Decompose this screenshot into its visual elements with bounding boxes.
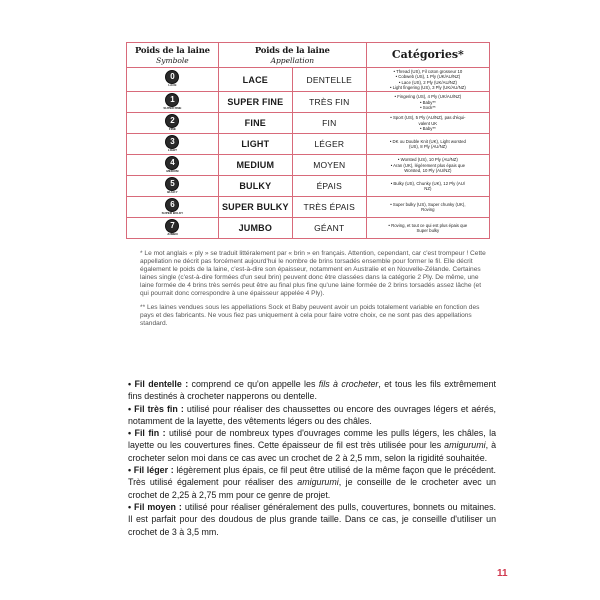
body-paragraph xyxy=(128,427,496,464)
yarn-weight-icon xyxy=(165,70,179,88)
yarn-weight-icon xyxy=(165,114,179,132)
symbol-cell xyxy=(127,176,219,197)
paragraph-emphasis: amigurumi xyxy=(444,440,486,451)
category-line: • Lace (US), 2 Ply (UK/AU/NZ) xyxy=(398,79,457,85)
weight-name-fr: ÉPAIS xyxy=(292,176,366,197)
paragraph-term: • Fil léger : xyxy=(128,465,174,476)
yarn-weight-number: 5 xyxy=(165,177,179,191)
category-line: • Roving, et tout ce qui est plus épais que xyxy=(388,222,468,228)
weight-name-fr: GÉANT xyxy=(292,218,366,239)
yarn-weight-number: 4 xyxy=(165,156,179,170)
table-header-row xyxy=(127,43,490,68)
yarn-weight-icon xyxy=(165,177,179,195)
category-line: • Baby** xyxy=(419,99,436,105)
weight-name-fr: TRÈS ÉPAIS xyxy=(292,197,366,218)
yarn-weight-number: 2 xyxy=(165,114,179,128)
paragraph-text: , et tous les fils extrêmement fins destinés à crocheter napperons ou dentelle. xyxy=(128,379,496,402)
weight-name-en: FINE xyxy=(218,113,292,134)
symbol-cell xyxy=(127,92,219,113)
header-name-sub: Appellation xyxy=(270,55,315,65)
weight-name-fr: TRÈS FIN xyxy=(292,92,366,113)
category-line: • Sock** xyxy=(420,104,436,110)
footnote-2: ** Les laines vendues sous les appellations Sock et Baby peuvent avoir un poids totalement variable en fonction des pays et des fabricants. Ne vous fiez pas uniquement à cela pour faire votre choix, ce ne sont pas des appellations standard. xyxy=(140,304,480,328)
header-name-title: Poids de la laine xyxy=(254,45,330,56)
paragraph-text: utilisé pour réaliser généralement des pulls, couvertures, bonnets ou mitaines. Il est parfait pour des doudous de plus grande taille. Dans ce cas, je conseille d'utiliser un crochet de 3 à 3,5 mm. xyxy=(128,501,497,537)
table-row xyxy=(127,134,490,155)
category-line: • Worsted (US), 10 Ply (AU/NZ) xyxy=(397,157,458,163)
header-symbol xyxy=(127,43,219,68)
table-row xyxy=(127,113,490,134)
yarn-weight-icon xyxy=(163,93,182,111)
categories-cell xyxy=(366,68,489,92)
categories-cell xyxy=(366,176,489,197)
body-paragraph xyxy=(128,464,496,501)
category-line: Roving xyxy=(421,207,435,213)
table-row xyxy=(127,218,490,239)
yarn-weight-icon-label: JUMBO xyxy=(167,232,178,237)
yarn-weight-number: 3 xyxy=(165,135,179,149)
paragraph-term: • Fil dentelle : xyxy=(128,379,189,389)
weight-name-en: LACE xyxy=(218,68,292,92)
paragraph-text: , je conseille de le crocheter avec un crochet de 2,25 à 2,75 mm pour ce genre de projet. xyxy=(128,477,496,500)
paragraph-term: • Fil moyen : xyxy=(128,501,182,512)
weight-name-fr: MOYEN xyxy=(292,155,366,176)
body-paragraph xyxy=(128,403,496,428)
symbol-cell xyxy=(127,134,219,155)
weight-name-en: SUPER FINE xyxy=(218,92,292,113)
footnotes xyxy=(140,250,490,335)
header-symbol-title: Poids de la laine xyxy=(134,45,210,56)
yarn-weight-icon-label: LACE xyxy=(168,83,177,88)
paragraph-text: utilisé pour de nombreux types d'ouvrages comme les pulls légers, les châles, la layette ou les couvertures fines. Cette épaisseur de fil est très utilisée pour les xyxy=(128,428,497,451)
header-symbol-sub: Symbole xyxy=(156,55,189,65)
weight-name-en: JUMBO xyxy=(218,218,292,239)
table-row xyxy=(127,68,490,92)
paragraph-emphasis: amigurumi xyxy=(297,477,339,488)
yarn-weight-icon xyxy=(165,219,179,237)
category-line: Super bulky xyxy=(416,228,440,234)
category-line: • Light fingering (US), 3 Ply (UK/AU/NZ) xyxy=(389,84,466,90)
table-row xyxy=(127,155,490,176)
body-text xyxy=(128,378,496,538)
yarn-weight-icon xyxy=(165,156,179,174)
yarn-weight-number: 7 xyxy=(165,219,179,233)
category-line: (US), 8 Ply (AU/NZ) xyxy=(409,144,447,150)
category-line: NZ) xyxy=(424,186,432,192)
categories-cell xyxy=(366,113,489,134)
symbol-cell xyxy=(127,218,219,239)
yarn-weight-icon xyxy=(161,198,184,216)
category-line: • Aran (UK), légèrement plus épais que xyxy=(390,162,466,168)
symbol-cell xyxy=(127,113,219,134)
weight-name-en: LIGHT xyxy=(218,134,292,155)
symbol-cell xyxy=(127,197,219,218)
paragraph-text: comprend ce qu'on appelle les xyxy=(188,379,319,389)
yarn-weight-icon-label: SUPER FINE xyxy=(163,106,182,111)
footnote-1: * Le mot anglais « ply » se traduit littéralement par « brin » en français. Attention, cependant, car c'est trompeur ! Cette appellation ne décrit pas forcément aujourd'hui le nombre de brins torsadés ensemble pour former le fil. Elle décrit également le poids de la laine, c'est-à-dire son épaisseur, notamment en Australie et en Nouvelle-Zélande. Certaines laines single (c'est-à-dire formées d'un seul brin) peuvent donc être classées dans la catégorie 2 Ply. De même, une laine formée de 4 brins très serrés peut être au final plus fine qu'une laine formée de 2 brins torsadés assez lâche (et qui pourrait donc correspondre à une épaisseur appelée 4 Ply). xyxy=(140,250,486,297)
category-line: • Baby** xyxy=(419,125,436,131)
categories-cell xyxy=(366,197,489,218)
category-line: • Super bulky (US), Super chunky (UK), xyxy=(390,201,466,207)
yarn-weight-table xyxy=(126,42,490,239)
body-paragraph xyxy=(128,378,496,403)
category-line: • Fingering (US), 4 Ply (UK/AU/NZ) xyxy=(394,94,462,100)
paragraph-term: • Fil fin : xyxy=(128,428,166,439)
weight-name-fr: DENTELLE xyxy=(292,68,366,92)
page-number: 11 xyxy=(497,568,508,579)
category-line: Worsted, 10 Ply (AU/NZ) xyxy=(404,167,452,173)
yarn-weight-icon-label: MEDIUM xyxy=(166,169,179,174)
category-line: • DK ou Double Knit (UK), Light worsted xyxy=(389,138,466,144)
category-line: • Sport (US), 5 Ply (AU/NZ), pas d'équi- xyxy=(390,115,466,121)
weight-name-fr: FIN xyxy=(292,113,366,134)
category-line: • Thread (US), Fil coton grosseur 10 xyxy=(393,69,463,74)
header-name xyxy=(218,43,366,68)
categories-cell xyxy=(366,218,489,239)
category-line: • Cobweb (US), 1 Ply (UK/AU/NZ) xyxy=(395,74,461,80)
paragraph-text: , à crocheter selon moi dans ce cas avec un crochet de 2 à 2,5 mm, selon la rigidité souhaitée. xyxy=(128,440,497,463)
yarn-weight-icon-label: SUPER BULKY xyxy=(161,211,184,216)
paragraph-text: utilisé pour réaliser des chaussettes ou encore des ouvrages légers et aérés, notamment de la layette, des vêtements légers ou des châles. xyxy=(128,403,496,426)
paragraph-text: légèrement plus épais, ce fil peut être utilisé de la même façon que le précédent. Très utilisé également pour réaliser des xyxy=(128,465,496,488)
categories-cell xyxy=(366,92,489,113)
yarn-weight-icon-label: FINE xyxy=(169,127,176,132)
table-row xyxy=(127,176,490,197)
weight-name-en: SUPER BULKY xyxy=(218,197,292,218)
yarn-weight-icon xyxy=(165,135,179,153)
paragraph-term: • Fil très fin : xyxy=(128,403,184,414)
table-row xyxy=(127,92,490,113)
symbol-cell xyxy=(127,68,219,92)
weight-name-en: BULKY xyxy=(218,176,292,197)
yarn-weight-icon-label: BULKY xyxy=(167,190,178,195)
body-paragraph xyxy=(128,501,496,538)
symbol-cell xyxy=(127,155,219,176)
table-row xyxy=(127,197,490,218)
weight-name-fr: LÉGER xyxy=(292,134,366,155)
yarn-weight-number: 0 xyxy=(165,70,179,84)
header-categories: Catégories* xyxy=(366,43,489,68)
paragraph-emphasis: fils à crocheter xyxy=(318,379,379,389)
category-line: valent UK xyxy=(418,120,438,126)
yarn-weight-icon-label: LIGHT xyxy=(167,148,177,153)
weight-name-en: MEDIUM xyxy=(218,155,292,176)
categories-cell xyxy=(366,155,489,176)
category-line: • Bulky (US), Chunky (UK), 12 Ply (AU/ xyxy=(390,180,466,186)
yarn-weight-number: 1 xyxy=(165,93,179,107)
yarn-weight-number: 6 xyxy=(165,198,179,212)
table-body xyxy=(127,68,490,239)
categories-cell xyxy=(366,134,489,155)
